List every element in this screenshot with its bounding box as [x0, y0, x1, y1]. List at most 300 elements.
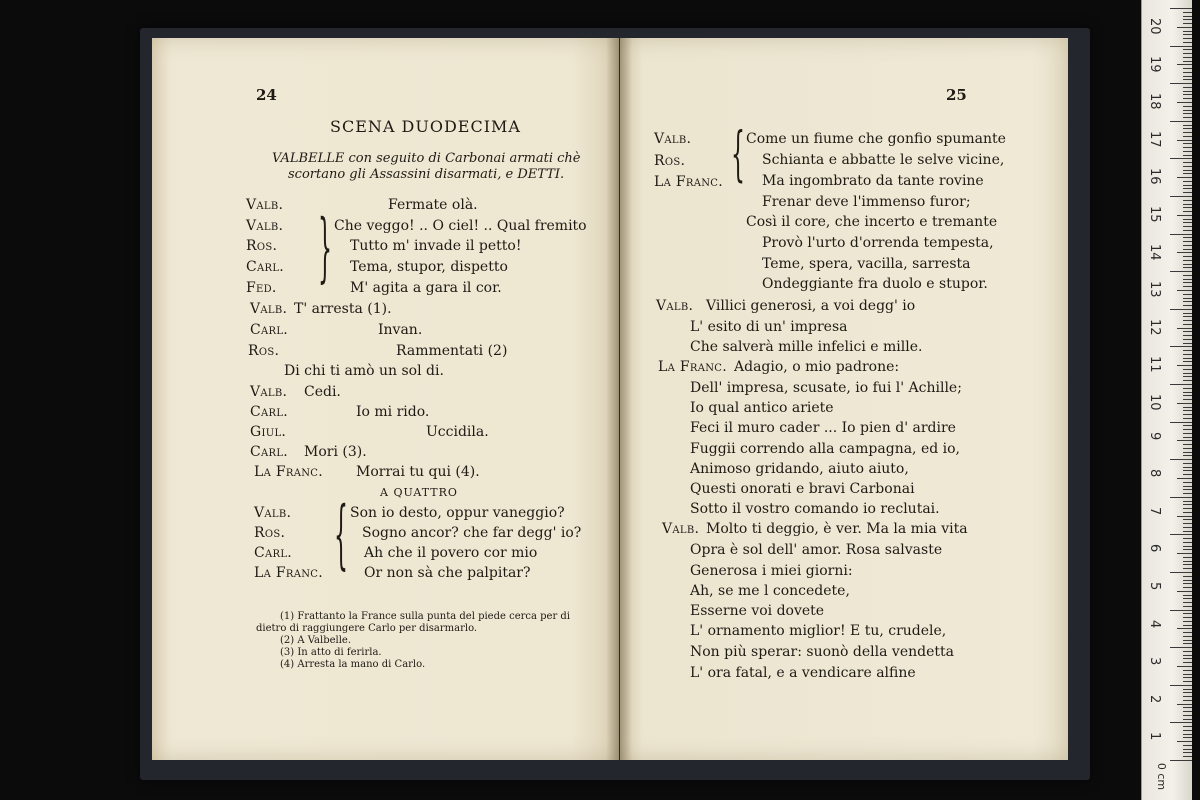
right-page-number: 25 — [946, 86, 967, 104]
ruler-tick — [1183, 117, 1192, 118]
ruler-tick — [1183, 279, 1192, 280]
ruler-tick — [1183, 444, 1192, 445]
ruler-tick — [1183, 658, 1192, 659]
ruler-tick — [1183, 147, 1192, 148]
ruler-tick — [1183, 531, 1192, 532]
ruler-tick — [1183, 267, 1192, 268]
speech-line: Sotto il vostro comando io reclutai. — [690, 501, 940, 517]
ruler-tick — [1183, 313, 1192, 314]
ruler-tick — [1183, 613, 1192, 614]
ruler-tick — [1183, 715, 1192, 716]
ruler-tick — [1170, 647, 1192, 648]
ruler-tick — [1183, 546, 1192, 547]
ruler-tick — [1183, 625, 1192, 626]
ruler-tick — [1183, 689, 1192, 690]
ruler-tick — [1170, 497, 1192, 498]
ruler-tick — [1183, 640, 1192, 641]
speaker-label: Valb. — [250, 301, 288, 317]
quartet-line: Sogno ancor? che far degg' io? — [362, 525, 582, 541]
ruler-tick — [1177, 516, 1192, 517]
ruler-number: 17 — [1147, 130, 1162, 148]
ruler-tick — [1177, 666, 1192, 667]
verse-line: Teme, spera, vacilla, sarresta — [762, 256, 971, 272]
ruler-tick — [1183, 527, 1192, 528]
ruler-tick — [1183, 700, 1192, 701]
ruler-tick — [1183, 501, 1192, 502]
ruler-tick — [1183, 448, 1192, 449]
verse-line: Così il core, che incerto e tremante — [746, 214, 998, 230]
ruler-tick — [1183, 606, 1192, 607]
ruler-tick — [1183, 350, 1192, 351]
speaker-label: Giul. — [250, 424, 287, 440]
speech-line: Animoso gridando, aiuto aiuto, — [690, 461, 909, 477]
ruler-tick — [1183, 324, 1192, 325]
verse-line: Ondeggiante fra duolo e stupor. — [762, 276, 988, 292]
speech-line: Esserne voi dovete — [690, 603, 825, 619]
ruler-tick — [1183, 369, 1192, 370]
ruler-tick — [1183, 188, 1192, 189]
speaker-label: Carl. — [250, 444, 289, 460]
ruler-tick — [1170, 722, 1192, 723]
measuring-ruler — [1141, 0, 1192, 800]
ruler-tick — [1177, 252, 1192, 253]
ruler-tick — [1183, 173, 1192, 174]
speech-line: Feci il muro cader ... Io pien d' ardire — [690, 420, 956, 436]
ruler-tick — [1183, 745, 1192, 746]
ruler-tick — [1183, 523, 1192, 524]
ruler-tick — [1177, 215, 1192, 216]
ruler-tick — [1183, 489, 1192, 490]
dialogue-line: Tema, stupor, dispetto — [350, 259, 508, 275]
speech-line: Non più sperar: suonò della vendetta — [690, 644, 954, 660]
ruler-tick — [1183, 185, 1192, 186]
ruler-tick — [1177, 741, 1192, 742]
ruler-tick — [1177, 628, 1192, 629]
ruler-tick — [1183, 316, 1192, 317]
ruler-number: 3 — [1147, 657, 1162, 666]
ruler-tick — [1183, 335, 1192, 336]
ruler-tick — [1183, 493, 1192, 494]
ruler-tick — [1183, 410, 1192, 411]
speaker-label: La Franc. — [658, 359, 727, 375]
ruler-tick — [1183, 749, 1192, 750]
ruler-tick — [1183, 207, 1192, 208]
left-page — [152, 38, 619, 760]
dialogue-line: Uccidila. — [426, 424, 489, 440]
ruler-tick — [1183, 249, 1192, 250]
dialogue-line: Fermate olà. — [388, 197, 478, 213]
brace-bracket: } — [318, 208, 332, 294]
ruler-tick — [1183, 298, 1192, 299]
verse-line: Provò l'urto d'orrenda tempesta, — [762, 235, 994, 251]
dialogue-line: Morrai tu qui (4). — [356, 464, 480, 480]
speaker-label: Valb. — [254, 505, 292, 521]
ruler-tick — [1183, 583, 1192, 584]
ruler-tick — [1170, 760, 1192, 761]
speaker-label: Carl. — [246, 259, 285, 275]
ruler-tick — [1170, 121, 1192, 122]
dialogue-line: Che veggo! .. O ciel! .. Qual fremito — [334, 218, 587, 234]
ruler-tick — [1170, 459, 1192, 460]
ruler-tick — [1183, 519, 1192, 520]
ruler-number: 6 — [1147, 544, 1162, 553]
ruler-tick — [1183, 260, 1192, 261]
ruler-tick — [1183, 737, 1192, 738]
ruler-tick — [1183, 155, 1192, 156]
speech-line: Ah, se me l concedete, — [690, 583, 850, 599]
ruler-number: 14 — [1147, 243, 1162, 261]
ruler-tick — [1170, 422, 1192, 423]
ruler-tick — [1183, 752, 1192, 753]
ruler-tick — [1183, 286, 1192, 287]
ruler-tick — [1170, 234, 1192, 235]
ruler-tick — [1183, 87, 1192, 88]
ruler-tick — [1177, 140, 1192, 141]
ruler-number: 19 — [1147, 55, 1162, 73]
ruler-tick — [1183, 508, 1192, 509]
ruler-tick — [1183, 373, 1192, 374]
quartet-heading: A QUATTRO — [380, 486, 458, 499]
ruler-tick — [1183, 726, 1192, 727]
ruler-tick — [1170, 384, 1192, 385]
ruler-tick — [1183, 222, 1192, 223]
ruler-tick — [1183, 42, 1192, 43]
stage-direction-line-2: scortano gli Assassini disarmati, e DETTI. — [288, 167, 565, 182]
speech-line: Villici generosi, a voi degg' io — [706, 298, 916, 314]
ruler-tick — [1183, 219, 1192, 220]
ruler-tick — [1183, 719, 1192, 720]
speaker-label: La Franc. — [254, 464, 323, 480]
ruler-tick — [1183, 339, 1192, 340]
speaker-label: La Franc. — [254, 565, 323, 581]
dialogue-line: Rammentati (2) — [396, 343, 508, 359]
speaker-label: Carl. — [254, 545, 293, 561]
ruler-number: 12 — [1147, 318, 1162, 336]
footnote: (4) Arresta la mano di Carlo. — [280, 659, 426, 670]
footnote: (2) A Valbelle. — [280, 635, 352, 646]
verse-line: Schianta e abbatte le selve vicine, — [762, 152, 1005, 168]
ruler-tick — [1183, 580, 1192, 581]
speaker-label: Fed. — [246, 280, 277, 296]
speech-line: Generosa i miei giorni: — [690, 563, 853, 579]
ruler-tick — [1183, 399, 1192, 400]
ruler-tick — [1183, 301, 1192, 302]
speaker-label: Valb. — [246, 197, 284, 213]
ruler-tick — [1170, 46, 1192, 47]
ruler-tick — [1183, 275, 1192, 276]
ruler-tick — [1177, 591, 1192, 592]
speech-line: L' ora fatal, e a vendicare alfine — [690, 665, 916, 681]
ruler-number: 18 — [1147, 93, 1162, 110]
ruler-tick — [1183, 598, 1192, 599]
ruler-tick — [1183, 72, 1192, 73]
ruler-tick — [1183, 655, 1192, 656]
ruler-tick — [1183, 756, 1192, 757]
ruler-tick — [1183, 621, 1192, 622]
footnote: (1) Frattanto la France sulla punta del piede cerca per di — [280, 611, 571, 622]
speaker-label: Ros. — [654, 153, 686, 169]
ruler-tick — [1183, 76, 1192, 77]
dialogue-line: M' agita a gara il cor. — [350, 280, 502, 296]
ruler-tick — [1183, 211, 1192, 212]
ruler-tick — [1183, 564, 1192, 565]
ruler-number: 5 — [1147, 582, 1162, 591]
verse-line: Come un fiume che gonfio spumante — [746, 131, 1006, 147]
ruler-tick — [1183, 68, 1192, 69]
ruler-tick — [1183, 470, 1192, 471]
speaker-label: Valb. — [656, 298, 694, 314]
ruler-tick — [1183, 549, 1192, 550]
ruler-tick — [1183, 106, 1192, 107]
ruler-tick — [1183, 557, 1192, 558]
ruler-tick — [1183, 38, 1192, 39]
ruler-tick — [1183, 31, 1192, 32]
ruler-tick — [1183, 512, 1192, 513]
ruler-tick — [1183, 354, 1192, 355]
ruler-tick — [1183, 132, 1192, 133]
ruler-tick — [1177, 403, 1192, 404]
ruler-tick — [1183, 230, 1192, 231]
ruler-tick — [1183, 692, 1192, 693]
ruler-tick — [1183, 143, 1192, 144]
ruler-tick — [1183, 237, 1192, 238]
dialogue-line: Cedi. — [304, 384, 341, 400]
ruler-tick — [1183, 467, 1192, 468]
ruler-tick — [1183, 91, 1192, 92]
ruler-tick — [1183, 226, 1192, 227]
ruler-number: 4 — [1147, 619, 1162, 628]
ruler-tick — [1183, 125, 1192, 126]
speaker-label: Ros. — [246, 238, 278, 254]
speech-line: Io qual antico ariete — [690, 400, 834, 416]
ruler-tick — [1183, 425, 1192, 426]
ruler-tick — [1183, 264, 1192, 265]
speaker-label: La Franc. — [654, 174, 723, 190]
ruler-tick — [1183, 474, 1192, 475]
dialogue-line: Io mi rido. — [356, 404, 430, 420]
ruler-tick — [1183, 674, 1192, 675]
dialogue-line: Tutto m' invade il petto! — [350, 238, 522, 254]
ruler-tick — [1183, 361, 1192, 362]
ruler-number: 20 — [1147, 18, 1162, 35]
ruler-tick — [1177, 328, 1192, 329]
ruler-number: 1 — [1147, 732, 1162, 741]
ruler-tick — [1183, 651, 1192, 652]
ruler-tick — [1183, 16, 1192, 17]
ruler-tick — [1183, 576, 1192, 577]
ruler-tick — [1183, 643, 1192, 644]
ruler-tick — [1183, 192, 1192, 193]
ruler-tick — [1183, 57, 1192, 58]
speaker-label: Valb. — [662, 521, 700, 537]
ruler-tick — [1183, 542, 1192, 543]
ruler-tick — [1177, 704, 1192, 705]
ruler-tick — [1170, 158, 1192, 159]
ruler-number: 10 — [1147, 394, 1162, 411]
ruler-tick — [1177, 365, 1192, 366]
scene-title: SCENA DUODECIMA — [330, 117, 521, 136]
ruler-tick — [1183, 392, 1192, 393]
ruler-tick — [1183, 282, 1192, 283]
ruler-tick — [1183, 19, 1192, 20]
ruler-tick — [1170, 534, 1192, 535]
ruler-number: 9 — [1147, 431, 1162, 440]
ruler-tick — [1183, 343, 1192, 344]
ruler-tick — [1183, 482, 1192, 483]
ruler-tick — [1183, 380, 1192, 381]
ruler-tick — [1177, 440, 1192, 441]
ruler-tick — [1183, 94, 1192, 95]
ruler-tick — [1183, 170, 1192, 171]
ruler-tick — [1170, 346, 1192, 347]
ruler-number: 2 — [1147, 694, 1162, 704]
speech-line: Dell' impresa, scusate, io fui l' Achille; — [690, 380, 962, 396]
left-page-number: 24 — [256, 86, 277, 104]
speaker-label: Valb. — [246, 218, 284, 234]
ruler-tick — [1183, 568, 1192, 569]
brace-bracket: { — [334, 495, 348, 581]
quartet-line: Son io desto, oppur vaneggio? — [350, 505, 565, 521]
ruler-tick — [1183, 670, 1192, 671]
ruler-tick — [1170, 572, 1192, 573]
footnote: (3) In atto di ferirla. — [280, 647, 382, 658]
ruler-tick — [1183, 166, 1192, 167]
ruler-tick — [1183, 681, 1192, 682]
speech-line: L' ornamento miglior! E tu, crudele, — [690, 623, 947, 639]
speech-line: Molto ti deggio, è ver. Ma la mia vita — [706, 521, 968, 537]
dialogue-line: Mori (3). — [304, 444, 367, 460]
ruler-tick — [1183, 320, 1192, 321]
ruler-tick — [1183, 305, 1192, 306]
ruler-tick — [1183, 418, 1192, 419]
speaker-label: Valb. — [654, 131, 692, 147]
ruler-tick — [1170, 8, 1192, 9]
brace-bracket: { — [731, 122, 745, 191]
ruler-tick — [1183, 636, 1192, 637]
ruler-tick — [1183, 358, 1192, 359]
ruler-tick — [1183, 181, 1192, 182]
stage-direction-line-1: VALBELLE con seguito di Carbonai armati chè — [272, 151, 581, 166]
ruler-tick — [1183, 245, 1192, 246]
speech-line: Questi onorati e bravi Carbonai — [690, 481, 915, 497]
ruler-tick — [1170, 196, 1192, 197]
ruler-tick — [1183, 61, 1192, 62]
speech-line: Adagio, o mio padrone: — [734, 359, 900, 375]
ruler-tick — [1183, 437, 1192, 438]
ruler-number: 15 — [1147, 206, 1162, 223]
ruler-tick — [1183, 200, 1192, 201]
ruler-number: 8 — [1147, 469, 1162, 478]
ruler-tick — [1183, 110, 1192, 111]
speech-line: L' esito di un' impresa — [690, 319, 848, 335]
ruler-tick — [1183, 23, 1192, 24]
speech-line: Fuggii correndo alla campagna, ed io, — [690, 441, 961, 457]
ruler-tick — [1177, 478, 1192, 479]
speaker-label: Valb. — [250, 384, 288, 400]
ruler-tick — [1183, 128, 1192, 129]
ruler-tick — [1177, 553, 1192, 554]
ruler-tick — [1183, 388, 1192, 389]
dialogue-line: T' arresta (1). — [294, 301, 392, 317]
speaker-label: Ros. — [248, 343, 280, 359]
ruler-tick — [1183, 711, 1192, 712]
ruler-tick — [1177, 177, 1192, 178]
quartet-line: Or non sà che palpitar? — [364, 565, 531, 581]
speech-line: Che salverà mille infelici e mille. — [690, 339, 923, 355]
ruler-tick — [1183, 455, 1192, 456]
ruler-tick — [1183, 587, 1192, 588]
ruler-tick — [1183, 538, 1192, 539]
ruler-tick — [1170, 271, 1192, 272]
ruler-number: 13 — [1147, 281, 1162, 298]
ruler-tick — [1183, 113, 1192, 114]
ruler-tick — [1183, 34, 1192, 35]
ruler-tick — [1183, 504, 1192, 505]
footnote: dietro di raggiungere Carlo per disarmarlo. — [256, 623, 478, 634]
ruler-tick — [1177, 27, 1192, 28]
dialogue-line: Invan. — [378, 322, 423, 338]
speaker-label: Carl. — [250, 322, 289, 338]
verse-line: Frenar deve l'immenso furor; — [762, 194, 971, 210]
ruler-tick — [1183, 79, 1192, 80]
ruler-number: 11 — [1147, 356, 1162, 373]
ruler-tick — [1177, 64, 1192, 65]
ruler-tick — [1183, 53, 1192, 54]
ruler-tick — [1183, 433, 1192, 434]
ruler-number: 7 — [1147, 506, 1162, 516]
ruler-tick — [1183, 463, 1192, 464]
speaker-label: Ros. — [254, 525, 286, 541]
ruler-tick — [1183, 256, 1192, 257]
ruler-tick — [1183, 561, 1192, 562]
ruler-tick — [1183, 595, 1192, 596]
ruler-tick — [1183, 395, 1192, 396]
ruler-tick — [1183, 407, 1192, 408]
ruler-tick — [1183, 707, 1192, 708]
ruler-tick — [1183, 486, 1192, 487]
speech-line: Opra è sol dell' amor. Rosa salvaste — [690, 542, 943, 558]
dialogue-line: Di chi ti amò un sol di. — [284, 363, 444, 379]
ruler-tick — [1183, 49, 1192, 50]
ruler-tick — [1183, 331, 1192, 332]
speaker-label: Carl. — [250, 404, 289, 420]
ruler-tick — [1183, 294, 1192, 295]
ruler-tick — [1183, 734, 1192, 735]
ruler-tick — [1183, 241, 1192, 242]
ruler-tick — [1170, 685, 1192, 686]
ruler-tick — [1183, 602, 1192, 603]
ruler-tick — [1183, 162, 1192, 163]
ruler-tick — [1177, 102, 1192, 103]
ruler-tick — [1183, 136, 1192, 137]
ruler-tick — [1183, 376, 1192, 377]
ruler-tick — [1183, 730, 1192, 731]
ruler-tick — [1183, 452, 1192, 453]
verse-line: Ma ingombrato da tante rovine — [762, 173, 984, 189]
ruler-tick — [1183, 632, 1192, 633]
ruler-tick — [1170, 309, 1192, 310]
quartet-line: Ah che il povero cor mio — [364, 545, 538, 561]
ruler-tick — [1183, 677, 1192, 678]
ruler-tick — [1183, 151, 1192, 152]
ruler-tick — [1170, 610, 1192, 611]
ruler-unit-label: 0 cm — [1155, 762, 1169, 791]
ruler-tick — [1183, 204, 1192, 205]
ruler-tick — [1183, 429, 1192, 430]
ruler-number: 16 — [1147, 168, 1162, 185]
ruler-tick — [1183, 696, 1192, 697]
ruler-tick — [1177, 290, 1192, 291]
